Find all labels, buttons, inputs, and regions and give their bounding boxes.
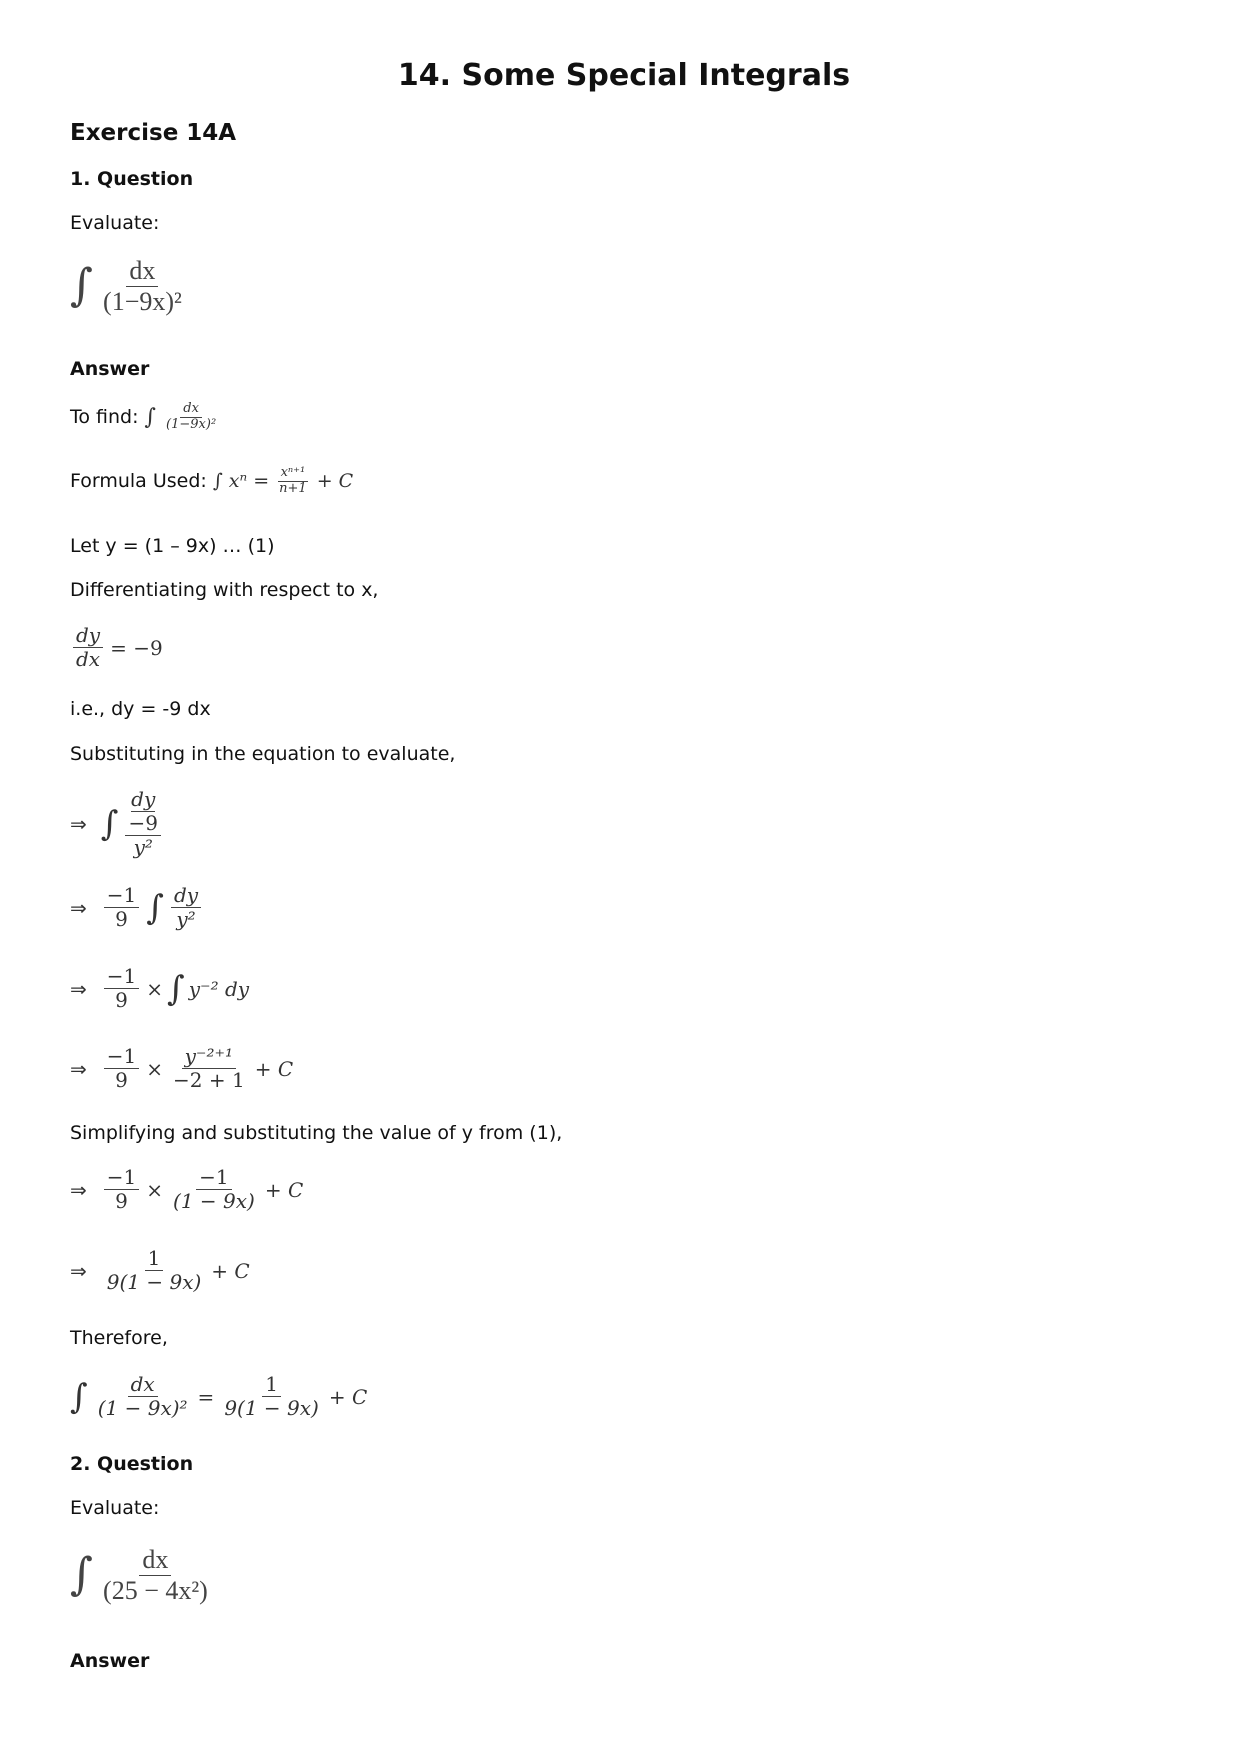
denominator: 9 <box>115 988 128 1012</box>
numerator: dx <box>180 402 202 418</box>
integral-sign: ∫ <box>167 968 185 1009</box>
fraction <box>104 1247 205 1294</box>
substituting-text: Substituting in the equation to evaluate, <box>70 743 456 765</box>
question-1-heading: 1. Question <box>70 168 194 190</box>
formula-expression <box>213 466 353 497</box>
denominator: (1 − 9x)² <box>97 1396 188 1420</box>
denominator: y² <box>133 835 153 859</box>
integral-sign: ∫ <box>70 1549 94 1601</box>
numerator: −1 <box>104 965 139 989</box>
constant: + C <box>316 470 354 493</box>
implies-arrow: ⇒ <box>70 811 87 836</box>
coefficient <box>104 884 139 931</box>
formula-line <box>70 466 353 497</box>
fraction <box>125 788 160 859</box>
result-fraction <box>221 1373 322 1420</box>
denominator: (1−9x)² <box>103 286 182 316</box>
numerator: dx <box>139 1545 171 1576</box>
answer-2-label: Answer <box>70 1650 150 1672</box>
denominator: dx <box>76 647 101 671</box>
numerator: −1 <box>104 1166 139 1190</box>
therefore-text: Therefore, <box>70 1327 168 1349</box>
constant: + C <box>264 1177 304 1202</box>
exercise-heading: Exercise 14A <box>70 120 237 146</box>
coefficient <box>104 1045 139 1092</box>
let-statement: Let y = (1 – 9x) … (1) <box>70 535 275 557</box>
implies-arrow: ⇒ <box>70 1056 87 1081</box>
fraction <box>100 256 185 317</box>
implies-arrow: ⇒ <box>70 895 87 920</box>
to-find-line <box>70 402 222 433</box>
final-result <box>70 1373 367 1420</box>
question-1-expression <box>70 256 188 317</box>
times-sign: × <box>146 976 164 1001</box>
denominator: 9 <box>115 907 128 931</box>
inner-numerator: dy <box>131 787 156 811</box>
implies-arrow: ⇒ <box>70 1258 87 1283</box>
integrand: y⁻² dy <box>188 976 250 1001</box>
constant: + C <box>254 1056 294 1081</box>
implies-arrow: ⇒ <box>70 976 87 1001</box>
question-2-heading: 2. Question <box>70 1453 194 1475</box>
coefficient <box>104 965 139 1012</box>
formula-label: Formula Used: <box>70 470 207 493</box>
numerator: 1 <box>145 1247 164 1271</box>
numerator: −1 <box>104 884 139 908</box>
to-find-label: To find: <box>70 406 139 429</box>
formula-lhs: ∫ xⁿ = <box>212 470 270 493</box>
differentiating-text: Differentiating with respect to x, <box>70 579 379 601</box>
rhs: = −9 <box>110 635 163 660</box>
denominator: (1 − 9x) <box>173 1189 255 1213</box>
step-6 <box>70 1247 250 1294</box>
question-2-prompt: Evaluate: <box>70 1497 160 1519</box>
step-1 <box>70 788 164 859</box>
integral-sign: ∫ <box>146 887 164 928</box>
denominator: 9 <box>115 1189 128 1213</box>
integral-sign: ∫ <box>70 1376 88 1417</box>
denominator: (1−9x)² <box>166 416 217 432</box>
integral-sign: ∫ <box>144 404 157 431</box>
denominator: (25 − 4x²) <box>103 1575 208 1605</box>
numerator <box>125 788 160 836</box>
numerator: dx <box>128 1373 158 1397</box>
denominator: −2 + 1 <box>173 1068 245 1092</box>
denominator: 9(1 − 9x) <box>106 1270 202 1294</box>
denominator: 9(1 − 9x) <box>224 1396 319 1420</box>
equals-sign: = <box>197 1384 215 1409</box>
ie-statement: i.e., dy = -9 dx <box>70 698 211 720</box>
numerator: −1 <box>196 1166 231 1190</box>
denominator: n+1 <box>279 480 307 496</box>
fraction <box>163 402 219 433</box>
integral-sign: ∫ <box>70 260 94 312</box>
numerator: dy <box>73 624 103 648</box>
answer-1-label: Answer <box>70 358 150 380</box>
integral-sign: ∫ <box>100 803 119 844</box>
inner-denominator: −9 <box>128 811 158 835</box>
fraction <box>170 1166 258 1213</box>
step-5 <box>70 1166 303 1213</box>
fraction <box>171 884 201 931</box>
fraction <box>100 1545 211 1606</box>
times-sign: × <box>146 1177 164 1202</box>
page-title: 14. Some Special Integrals <box>397 58 851 93</box>
step-2 <box>70 884 204 931</box>
step-4 <box>70 1045 293 1092</box>
simplifying-text: Simplifying and substituting the value of y from (1), <box>70 1122 563 1144</box>
numerator: dy <box>171 884 201 908</box>
numerator: y⁻²⁺¹ <box>182 1045 236 1069</box>
fraction <box>95 1373 191 1420</box>
numerator: xⁿ⁺¹ <box>278 466 309 482</box>
denominator: y² <box>176 907 196 931</box>
numerator: 1 <box>262 1373 281 1397</box>
implies-arrow: ⇒ <box>70 1177 87 1202</box>
step-3 <box>70 965 249 1012</box>
denominator: 9 <box>115 1068 128 1092</box>
coefficient <box>104 1166 139 1213</box>
to-find-expression <box>145 402 223 433</box>
times-sign: × <box>146 1056 164 1081</box>
derivative-expression <box>70 624 163 671</box>
fraction <box>73 624 103 671</box>
fraction <box>170 1045 248 1092</box>
question-1-prompt: Evaluate: <box>70 212 160 234</box>
numerator: −1 <box>104 1045 139 1069</box>
constant: + C <box>211 1258 250 1283</box>
question-2-expression <box>70 1545 214 1606</box>
numerator: dx <box>126 256 158 287</box>
fraction <box>276 466 310 497</box>
constant: + C <box>328 1384 368 1409</box>
